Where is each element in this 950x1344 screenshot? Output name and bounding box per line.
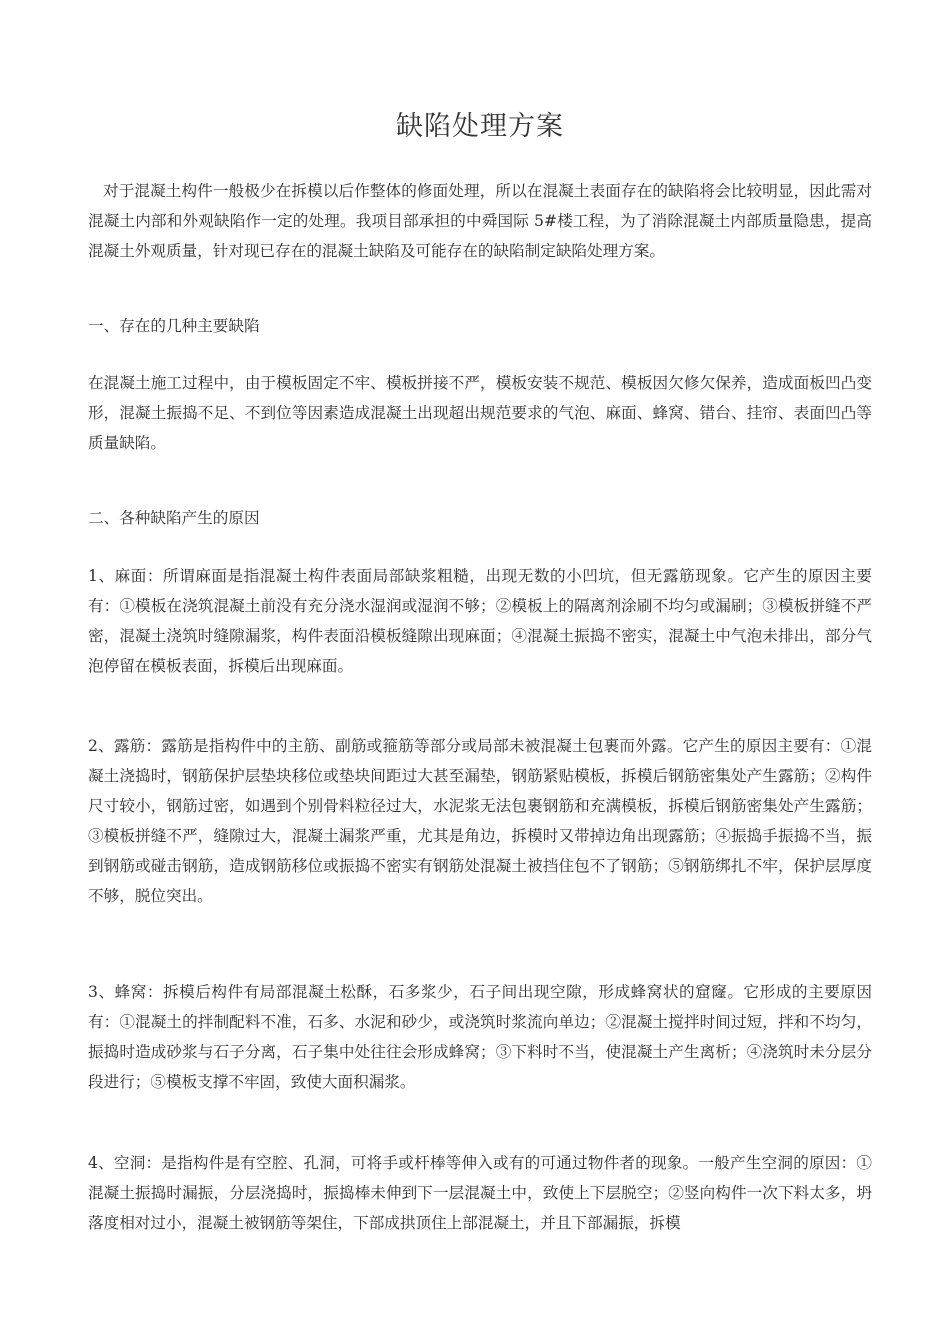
item-2-paragraph: 2、露筋：露筋是指构件中的主筋、副筋或箍筋等部分或局部未被混凝土包裹而外露。它产生的原因主要有：①混凝土浇捣时，钢筋保护层垫块移位或垫块间距过大甚至漏垫，钢筋紧贴模板，拆模后钢筋密集处产生露筋；②构件尺寸较小，钢筋过密，如遇到个别骨料粒径过大，水泥浆无法包裹钢筋和充满模板，拆模后钢筋密集处产生露筋；③模板拼缝不严，缝隙过大，混凝土漏浆严重，尤其是角边，拆模时又带掉边角出现露筋；④振捣手振捣不当，振到钢筋或碰击钢筋，造成钢筋移位或振捣不密实有钢筋处混凝土被挡住包不了钢筋；⑤钢筋绑扎不牢，保护层厚度不够，脱位突出。 (88, 737, 872, 905)
item-4-paragraph: 4、空洞：是指构件是有空腔、孔洞，可将手或杆棒等伸入或有的可通过物件者的现象。一般产生空洞的原因：①混凝土振捣时漏振，分层浇捣时，振捣棒未伸到下一层混凝土中，致使上下层脱空；②竖向构件一次下料太多，坍落度相对过小，混凝土被钢筋等架住，下部成拱顶住上部混凝土，并且下部漏振，拆模 (88, 1154, 872, 1232)
section-heading-2: 二、各种缺陷产生的原因 (88, 509, 260, 527)
document-title: 缺陷处理方案 (396, 111, 564, 142)
intro-paragraph: 对于混凝土构件一般极少在拆模以后作整体的修面处理，所以在混凝土表面存在的缺陷将会比较明显，因此需对混凝土内部和外观缺陷作一定的处理。我项目部承担的中舜国际 5#楼工程，为了消除混凝土内部质量隐患，提高混凝土外观质量，针对现已存在的混凝土缺陷及可能存在的缺陷制定缺陷处理方案。 (88, 182, 872, 260)
item-3-paragraph: 3、蜂窝：拆模后构件有局部混凝土松酥，石多浆少，石子间出现空隙，形成蜂窝状的窟窿。它形成的主要原因有：①混凝土的拌制配料不准，石多、水泥和砂少，或浇筑时浆流向单边；②混凝土搅拌时间过短，拌和不均匀，振捣时造成砂浆与石子分离，石子集中处往往会形成蜂窝；③下料时不当，使混凝土产生离析；④浇筑时未分层分段进行；⑤模板支撑不牢固，致使大面积漏浆。 (88, 983, 872, 1091)
item-1-paragraph: 1、麻面：所谓麻面是指混凝土构件表面局部缺浆粗糙，出现无数的小凹坑，但无露筋现象。它产生的原因主要有：①模板在浇筑混凝土前没有充分浇水湿润或湿润不够；②模板上的隔离剂涂刷不均匀或漏刷；③模板拼缝不严密，混凝土浇筑时缝隙漏浆，构件表面沿模板缝隙出现麻面；④混凝土振捣不密实，混凝土中气泡未排出，部分气泡停留在模板表面，拆模后出现麻面。 (88, 567, 872, 675)
section-heading-1: 一、存在的几种主要缺陷 (88, 317, 260, 335)
section-1-paragraph: 在混凝土施工过程中，由于模板固定不牢、模板拼接不严，模板安装不规范、模板因欠修欠保养，造成面板凹凸变形，混凝土振捣不足、不到位等因素造成混凝土出现超出规范要求的气泡、麻面、蜂窝、错台、挂帘、表面凹凸等质量缺陷。 (88, 374, 872, 452)
